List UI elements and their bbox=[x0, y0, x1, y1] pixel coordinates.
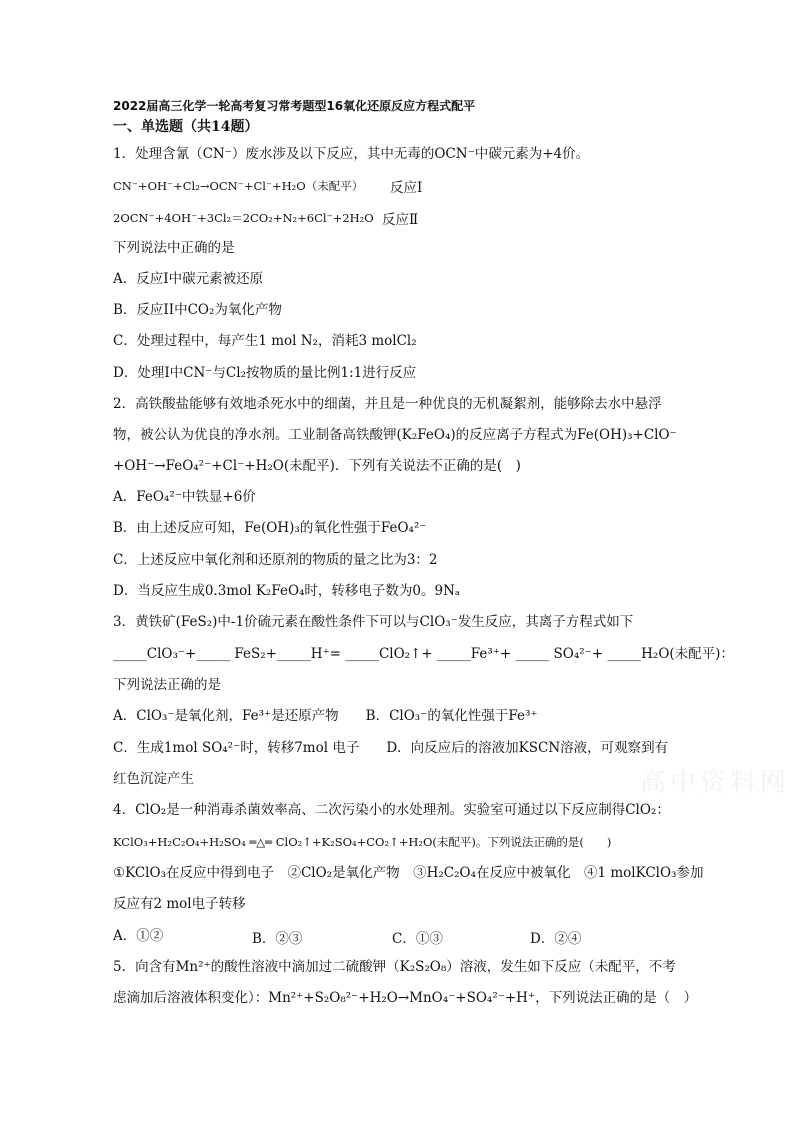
q2-option-a: A．FeO₄²⁻中铁显+6价 bbox=[113, 489, 256, 505]
q5-line-2: 虑滴加后溶液体积变化）：Mn²⁺+S₂O₈²⁻+H₂O→MnO₄⁻+SO₄²⁻+H⁺，下列说法正确的是（ ） bbox=[113, 990, 698, 1006]
q3-options-cd: C．生成1mol SO₄²⁻时，转移7mol 电子 D．向反应后的溶液加KSCN溶液，可观察到有 bbox=[113, 740, 669, 756]
q3-ask: 下列说法正确的是 bbox=[113, 677, 221, 693]
q1-equation-2-tag: 反应Ⅱ bbox=[382, 212, 419, 228]
q4-line-3: ①KClO₃在反应中得到电子 ②ClO₂是氧化产物 ③H₂C₂O₄在反应中被氧化 ④1 molKClO₃参加 bbox=[113, 865, 704, 881]
q4-line-2: KClO₃+H₂C₂O₄+H₂SO₄ ═△═ ClO₂↑+K₂SO₄+CO₂↑+H₂O(未配平)。下列说法正确的是( ) bbox=[113, 835, 612, 849]
q3-line-2: _____ClO₃⁻+_____ FeS₂+_____H⁺= _____ClO₂↑+ _____Fe³⁺+ _____ SO₄²⁻+ _____H₂O(未配平)： bbox=[113, 646, 734, 662]
q5-line-1: 5．向含有Mn²⁺的酸性溶液中滴加过二硫酸钾（K₂S₂O₈）溶液，发生如下反应（未配平，不考 bbox=[113, 959, 676, 975]
q1-equation-1-tag: 反应Ⅰ bbox=[390, 180, 423, 196]
q1-option-c: C．处理过程中，每产生1 mol N₂，消耗3 molCl₂ bbox=[113, 333, 417, 349]
section-heading: 一、单选题（共14题） bbox=[113, 119, 259, 135]
q4-option-a: A．①② bbox=[113, 928, 164, 944]
q3-options-ab: A．ClO₃⁻是氧化剂，Fe³⁺是还原产物 B．ClO₃⁻的氧化性强于Fe³⁺ bbox=[113, 708, 538, 724]
q1-stem: 1．处理含氰（CN⁻）废水涉及以下反应，其中无毒的OCN⁻中碳元素为+4价。 bbox=[113, 146, 590, 162]
q2-line-3: +OH⁻→FeO₄²⁻+Cl⁻+H₂O(未配平)．下列有关说法不正确的是( ) bbox=[113, 458, 521, 474]
q2-option-b: B．由上述反应可知，Fe(OH)₃的氧化性强于FeO₄²⁻ bbox=[113, 520, 427, 536]
watermark: 高中资料网 bbox=[640, 768, 791, 798]
q4-line-1: 4．ClO₂是一种消毒杀菌效率高、二次污染小的水处理剂。实验室可通过以下反应制得ClO₂： bbox=[113, 802, 670, 818]
q2-line-2: 物，被公认为优良的净水剂。工业制备高铁酸钾(K₂FeO₄)的反应离子方程式为Fe(OH)₃+ClO⁻ bbox=[113, 427, 677, 443]
q2-option-d: D．当反应生成0.3mol K₂FeO₄时，转移电子数为0。9Nₐ bbox=[113, 583, 461, 599]
q4-option-d: D．②④ bbox=[530, 931, 582, 947]
q4-option-c: C．①③ bbox=[392, 931, 443, 947]
q1-ask: 下列说法中正确的是 bbox=[113, 240, 235, 256]
q2-line-1: 2．高铁酸盐能够有效地杀死水中的细菌，并且是一种优良的无机凝絮剂，能够除去水中悬浮 bbox=[113, 396, 662, 412]
document-title: 2022届高三化学一轮高考复习常考题型16氧化还原反应方程式配平 bbox=[113, 99, 476, 113]
q1-equation-2: 2OCN⁻+4OH⁻+3Cl₂＝2CO₂+N₂+6Cl⁻+2H₂O bbox=[113, 211, 374, 225]
q4-option-b: B．②③ bbox=[252, 931, 303, 947]
q1-option-d: D．处理Ⅰ中CN⁻与Cl₂按物质的量比例1:1进行反应 bbox=[113, 365, 417, 381]
q2-option-c: C．上述反应中氧化剂和还原剂的物质的量之比为3：2 bbox=[113, 552, 438, 568]
q4-line-4: 反应有2 mol电子转移 bbox=[113, 896, 246, 912]
q1-equation-1: CN⁻+OH⁻+Cl₂→OCN⁻+Cl⁻+H₂O（未配平） bbox=[113, 179, 364, 193]
q3-options-cd-cont: 红色沉淀产生 bbox=[113, 771, 194, 787]
q3-line-1: 3．黄铁矿(FeS₂)中-1价硫元素在酸性条件下可以与ClO₃⁻发生反应，其离子方程式如下 bbox=[113, 614, 634, 630]
q1-option-a: A．反应Ⅰ中碳元素被还原 bbox=[113, 271, 264, 287]
q1-option-b: B．反应II中CO₂为氧化产物 bbox=[113, 302, 282, 318]
